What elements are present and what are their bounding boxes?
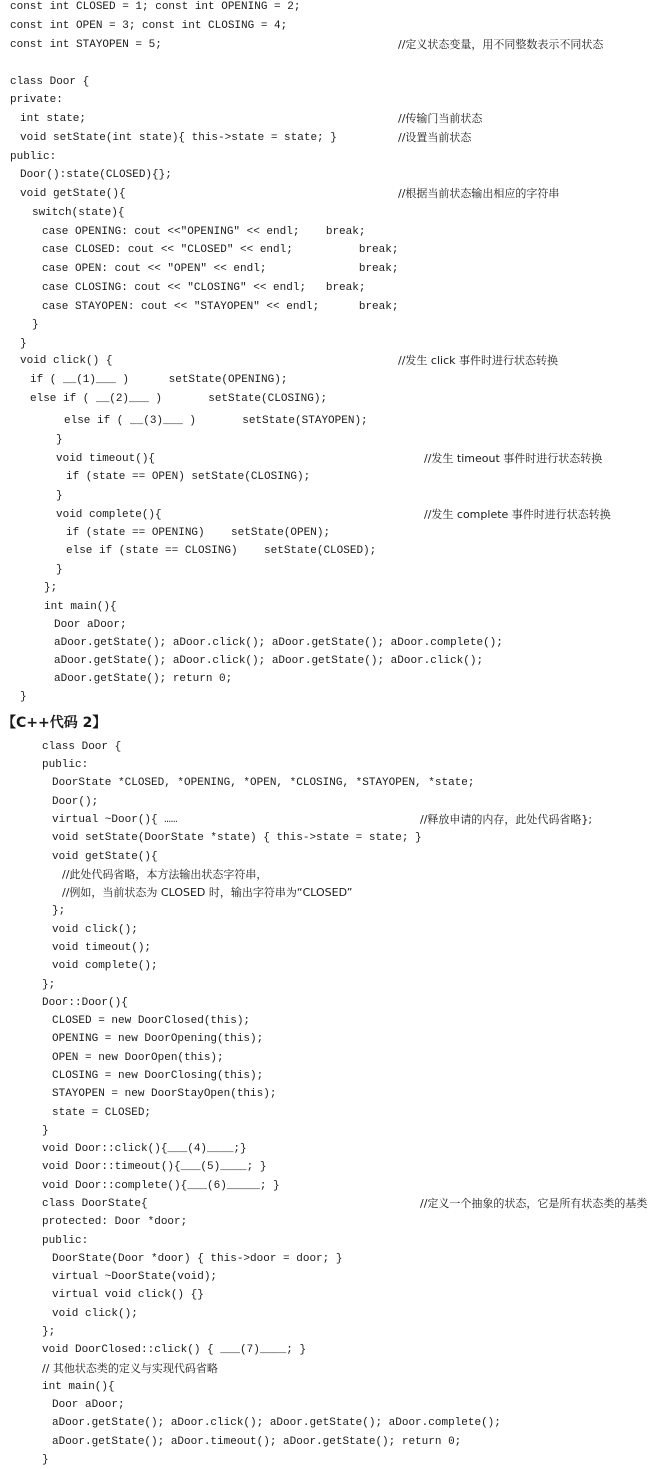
code-line: void click(); xyxy=(52,1308,138,1320)
code-comment: //释放申请的内存，此处代码省略}; xyxy=(420,813,593,826)
code-comment: //传输门当前状态 xyxy=(398,112,483,125)
code-comment: // 其他状态类的定义与实现代码省略 xyxy=(42,1362,218,1375)
code-line: }; xyxy=(44,582,58,594)
code-comment: //设置当前状态 xyxy=(398,131,472,144)
code-line: } xyxy=(42,1454,49,1466)
code-line: } xyxy=(42,1125,49,1137)
code-line: void click() { xyxy=(20,355,113,367)
code-comment: //发生 click 事件时进行状态转换 xyxy=(398,354,558,367)
code-line: state = CLOSED; xyxy=(52,1107,152,1119)
code-line: else if (state == CLOSING) setState(CLOSED); xyxy=(66,545,377,557)
code-line: public: xyxy=(42,759,89,771)
code-line: const int STAYOPEN = 5; xyxy=(10,39,162,51)
code-line: public: xyxy=(10,151,57,163)
code-line: Door aDoor; xyxy=(54,619,127,631)
code-line: case CLOSED: cout << "CLOSED" << endl; break; xyxy=(42,244,399,256)
code-line: void complete(){ xyxy=(56,509,162,521)
code-line: const int CLOSED = 1; const int OPENING = 2; xyxy=(10,1,301,13)
code-line: void Door::complete(){___(6)_____; } xyxy=(42,1180,280,1192)
code-line: case OPEN: cout << "OPEN" << endl; break; xyxy=(42,263,399,275)
code-line: } xyxy=(20,691,27,703)
code-line: switch(state){ xyxy=(32,207,125,219)
code-line: Door aDoor; xyxy=(52,1399,125,1411)
code-line: aDoor.getState(); return 0; xyxy=(54,673,233,685)
code-line: CLOSED = new DoorClosed(this); xyxy=(52,1015,251,1027)
code-comment: //根据当前状态输出相应的字符串 xyxy=(398,187,560,200)
code-line: STAYOPEN = new DoorStayOpen(this); xyxy=(52,1088,277,1100)
code-line: } xyxy=(32,319,39,331)
code-line: void setState(DoorState *state) { this->state = state; } xyxy=(52,832,422,844)
code-line: int main(){ xyxy=(42,1381,115,1393)
code-comment: //定义一个抽象的状态，它是所有状态类的基类 xyxy=(420,1197,648,1210)
code-line: void complete(); xyxy=(52,960,158,972)
code-line: OPEN = new DoorOpen(this); xyxy=(52,1052,224,1064)
code-line: class Door { xyxy=(10,76,90,88)
code-line: virtual ~Door(){ …… xyxy=(52,814,178,826)
code-line: OPENING = new DoorOpening(this); xyxy=(52,1033,264,1045)
code-line: case STAYOPEN: cout << "STAYOPEN" << endl; break; xyxy=(42,301,399,313)
code-line: aDoor.getState(); aDoor.timeout(); aDoor.getState(); return 0; xyxy=(52,1436,462,1448)
code-line: }; xyxy=(42,1326,56,1338)
code-line: void Door::click(){___(4)____;} xyxy=(42,1143,247,1155)
code-line: void getState(){ xyxy=(52,851,158,863)
code-line: int state; xyxy=(20,113,87,125)
code-line: void click(); xyxy=(52,924,138,936)
code-line: else if ( __(2)___ ) setState(CLOSING); xyxy=(30,393,328,405)
code-line: } xyxy=(20,338,27,350)
code-line: class Door { xyxy=(42,741,122,753)
code-line: class DoorState{ xyxy=(42,1198,148,1210)
code-line: else if ( __(3)___ ) setState(STAYOPEN); xyxy=(64,415,368,427)
code-line: private: xyxy=(10,94,63,106)
code-comment: //例如，当前状态为 CLOSED 时，输出字符串为“CLOSED” xyxy=(62,886,353,899)
code-line: aDoor.getState(); aDoor.click(); aDoor.getState(); aDoor.complete(); xyxy=(52,1417,501,1429)
code-line: Door::Door(){ xyxy=(42,997,128,1009)
code-line: DoorState(Door *door) { this->door = door; } xyxy=(52,1253,343,1265)
code-line: DoorState *CLOSED, *OPENING, *OPEN, *CLOSING, *STAYOPEN, *state; xyxy=(52,777,475,789)
code-line: if (state == OPENING) setState(OPEN); xyxy=(66,527,331,539)
code-line: } xyxy=(56,434,63,446)
code-comment: //发生 complete 事件时进行状态转换 xyxy=(424,508,611,521)
code-line: public: xyxy=(42,1235,89,1247)
code-line: } xyxy=(56,564,63,576)
code-line: aDoor.getState(); aDoor.click(); aDoor.getState(); aDoor.click(); xyxy=(54,655,484,667)
code-line: virtual void click() {} xyxy=(52,1289,204,1301)
code-line: } xyxy=(56,490,63,502)
code-line: if (state == OPEN) setState(CLOSING); xyxy=(66,471,311,483)
code-comment: //此处代码省略，本方法输出状态字符串， xyxy=(62,868,268,881)
code-line: void Door::timeout(){___(5)____; } xyxy=(42,1161,267,1173)
code-line: case OPENING: cout <<"OPENING" << endl; break; xyxy=(42,226,366,238)
section-heading: 【C++代码 2】 xyxy=(2,715,107,731)
code-line: void timeout(){ xyxy=(56,453,156,465)
code-line: protected: Door *door; xyxy=(42,1216,188,1228)
code-line: void DoorClosed::click() { ___(7)____; } xyxy=(42,1344,307,1356)
code-line: case CLOSING: cout << "CLOSING" << endl; break; xyxy=(42,282,366,294)
code-line: aDoor.getState(); aDoor.click(); aDoor.getState(); aDoor.complete(); xyxy=(54,637,503,649)
code-line: void setState(int state){ this->state = state; } xyxy=(20,132,337,144)
code-line: }; xyxy=(42,979,56,991)
code-line: Door():state(CLOSED){}; xyxy=(20,169,172,181)
code-comment: //定义状态变量，用不同整数表示不同状态 xyxy=(398,38,604,51)
code-line: virtual ~DoorState(void); xyxy=(52,1271,218,1283)
code-line: if ( __(1)___ ) setState(OPENING); xyxy=(30,374,288,386)
code-line: void getState(){ xyxy=(20,188,126,200)
code-line: void timeout(); xyxy=(52,942,152,954)
code-line: int main(){ xyxy=(44,601,117,613)
code-line: const int OPEN = 3; const int CLOSING = 4; xyxy=(10,20,288,32)
code-line: Door(); xyxy=(52,796,99,808)
code-line: }; xyxy=(52,905,66,917)
code-line: CLOSING = new DoorClosing(this); xyxy=(52,1070,264,1082)
code-comment: //发生 timeout 事件时进行状态转换 xyxy=(424,452,603,465)
